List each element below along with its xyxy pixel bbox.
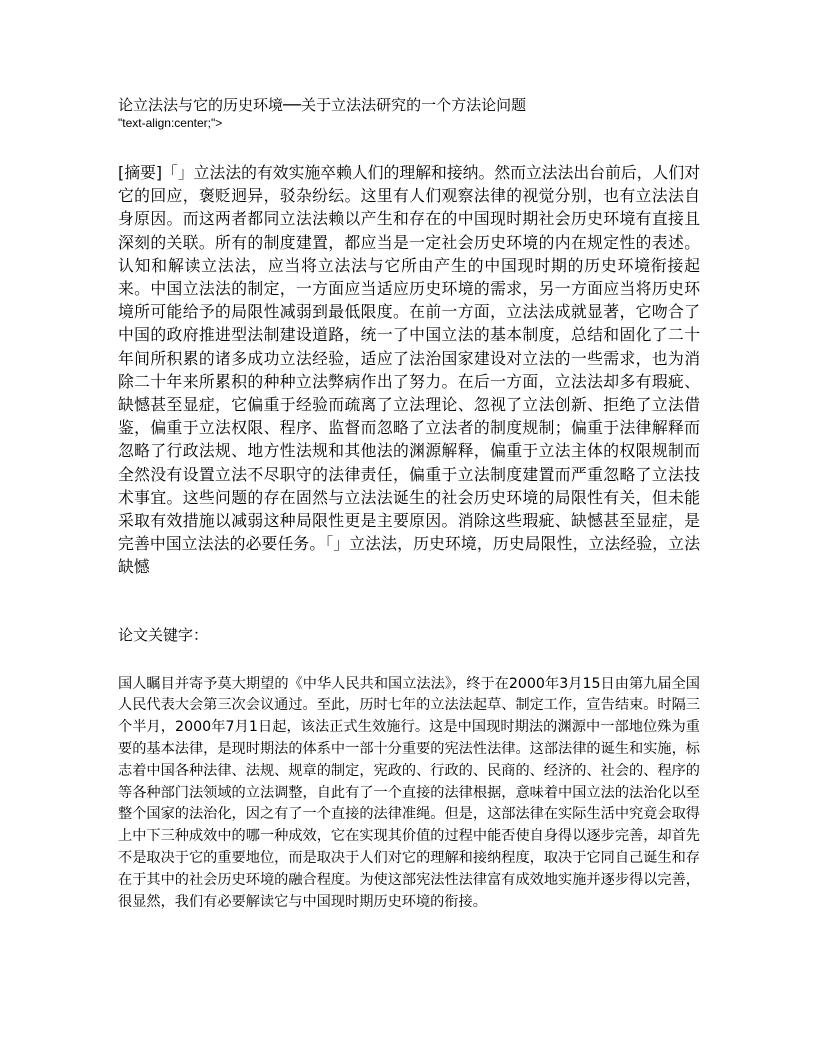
stray-style-attribute-text: "text-align:center;"> bbox=[118, 116, 223, 130]
body-paragraph: 国人瞩目并寄予莫大期望的《中华人民共和国立法法》，终于在2000年3月15日由第九届全国人民代表大会第三次会议通过。至此，历时七年的立法法起草、制定工作，宣告结束。时隔三个半月，2000年7月1日起，该法正式生效施行。这是中国现时期法的渊源中一部地位殊为重要的基本法律，是现时期法的体系中一部十分重要的宪法性法律。这部法律的诞生和实施，标志着中国各种法律、法规、规章的制定，宪政的、行政的、民商的、经济的、社会的、程序的等各种部门法领域的立法调整，自此有了一个直接的法律根据，意味着中国立法的法治化以至整个国家的法治化，因之有了一个直接的法律准绳。但是，这部法律在实际生活中究竟会取得上中下三种成效中的哪一种成效，它在实现其价值的过程中能否使自身得以逐步完善，却首先不是取决于它的重要地位，而是取决于人们对它的理解和接纳程度，取决于它同自己诞生和存在于其中的社会历史环境的融合程度。为使这部宪法性法律富有成效地实施并逐步得以完善，很显然，我们有必要解读它与中国现时期历史环境的衔接。 bbox=[118, 675, 700, 910]
abstract-paragraph: [摘要]「」立法法的有效实施卒赖人们的理解和接纳。然而立法法出台前后，人们对它的回应，褒贬迥异，驳杂纷纭。这里有人们观察法律的视觉分别，也有立法法自身原因。而这两者都同立法法赖以产生和存在的中国现时期社会历史环境有直接且深刻的关联。所有的制度建置，都应当是一定社会历史环境的内在规定性的表述。认知和解读立法法，应当将立法法与它所由产生的中国现时期的历史环境衔接起来。中国立法法的制定，一方面应当适应历史环境的需求，另一方面应当将历史环境所可能给予的局限性减弱到最低限度。在前一方面，立法法成就显著，它吻合了中国的政府推进型法制建设道路，统一了中国立法的基本制度，总结和固化了二十年间所积累的诸多成功立法经验，适应了法治国家建设对立法的一些需求，也为消除二十年来所累积的种种立法弊病作出了努力。在后一方面，立法法却多有瑕疵、缺憾甚至显症，它偏重于经验而疏离了立法理论、忽视了立法创新、拒绝了立法借鉴，偏重于立法权限、程序、监督而忽略了立法者的制度规制；偏重于法律解释而忽略了行政法规、地方性法规和其他法的渊源解释，偏重于立法主体的权限规制而全然没有设置立法不尽职守的法律责任，偏重于立法制度建置而严重忽略了立法技术事宜。这些问题的存在固然与立法法诞生的社会历史环境的局限性有关，但未能采取有效措施以减弱这种局限性更是主要原因。消除这些瑕疵、缺憾甚至显症，是完善中国立法法的必要任务。「」立法法，历史环境，历史局限性，立法经验，立法缺憾 bbox=[118, 163, 700, 577]
document-page bbox=[118, 95, 700, 913]
document-title: 论立法法与它的历史环境──关于立法法研究的一个方法论问题 bbox=[118, 96, 527, 114]
keyword-heading: 论文关键字： bbox=[118, 625, 209, 644]
